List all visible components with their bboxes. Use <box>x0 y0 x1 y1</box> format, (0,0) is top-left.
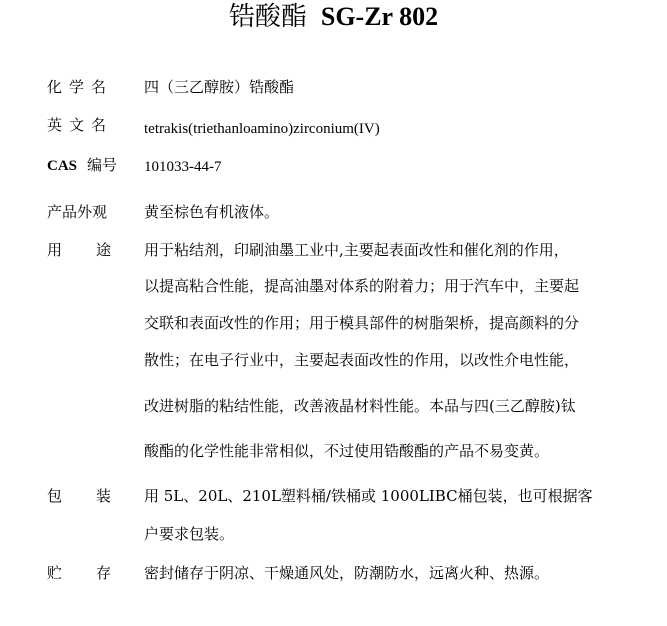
storage-label-char-2: 存 <box>96 564 112 582</box>
packaging-line: 户要求包装。 <box>144 525 235 543</box>
usage-label-char-1: 用 <box>47 241 63 259</box>
usage-line: 酸酯的化学性能非常相似，不过使用锆酸酯的产品不易变黄。 <box>144 442 550 460</box>
document-title <box>0 2 667 32</box>
packaging-label-char-1: 包 <box>47 487 63 505</box>
english-name-value: tetrakis(triethanloamino)zirconium(IV) <box>144 121 380 137</box>
usage-line: 散性；在电子行业中，主要起表面改性的作用，以改性介电性能， <box>144 351 580 369</box>
packaging-label-char-2: 装 <box>96 487 112 505</box>
cas-label-zh: 编号 <box>87 156 118 174</box>
title-product-code: SG-Zr 802 <box>320 2 439 31</box>
usage-line: 交联和表面改性的作用；用于模具部件的树脂架桥，提高颜料的分 <box>144 314 580 332</box>
cas-value: 101033-44-7 <box>144 159 222 175</box>
chemical-name-label: 化学名 <box>47 78 114 96</box>
usage-line: 用于粘结剂，印刷油墨工业中,主要起表面改性和催化剂的作用， <box>144 241 569 259</box>
packaging-line: 用 5L、20L、210L塑料桶/铁桶或 1000LIBC桶包装，也可根据客 <box>144 487 593 505</box>
appearance-value: 黄至棕色有机液体。 <box>144 203 280 221</box>
usage-label-char-2: 途 <box>96 241 112 259</box>
cas-label-en: CAS <box>47 158 78 174</box>
storage-label-char-1: 贮 <box>47 564 63 582</box>
storage-value: 密封储存于阴凉、干燥通风处，防潮防水，远离火种、热源。 <box>144 564 550 582</box>
usage-line: 改进树脂的粘结性能，改善液晶材料性能。本品与四(三乙醇胺)钛 <box>144 397 576 415</box>
english-name-label: 英文名 <box>47 116 114 134</box>
usage-line: 以提高粘合性能，提高油墨对体系的附着力；用于汽车中，主要起 <box>144 277 580 295</box>
appearance-label: 产品外观 <box>47 203 108 221</box>
chemical-name-value: 四（三乙醇胺）锆酸酯 <box>144 78 295 96</box>
title-chinese: 锆酸酯 <box>228 2 307 32</box>
cas-label <box>47 155 117 176</box>
